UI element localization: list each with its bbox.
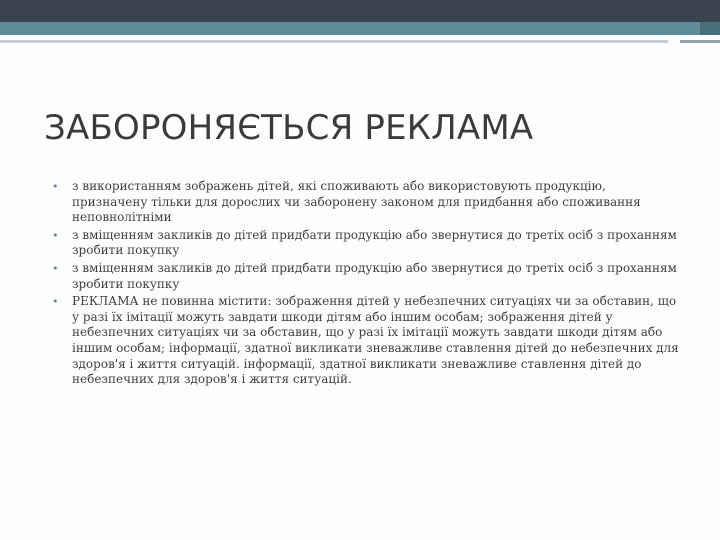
bullet-icon: • <box>52 228 59 242</box>
header-rule-dark <box>680 40 720 43</box>
bullet-icon: • <box>52 261 59 275</box>
list-item-text: з використанням зображень дітей, які споживають або використовують продукцію, призначену тільки для дорослих чи заборонену законом для придбання або споживання неповнолітніми <box>72 179 641 225</box>
header-dark-band <box>0 0 720 22</box>
header-rule-light <box>0 40 668 43</box>
bullet-icon: • <box>52 295 59 309</box>
header-teal-band-cap <box>700 22 720 35</box>
list-item <box>52 228 680 259</box>
bullet-icon: • <box>52 180 59 193</box>
slide-title: ЗАБОРОНЯЄТЬСЯ РЕКЛАМА <box>44 108 534 148</box>
list-item <box>52 179 680 226</box>
list-item <box>52 261 680 292</box>
list-item-text: з вміщенням закликів до дітей придбати продукцію або звернутися до третіх осіб з проханням зробити покупку <box>72 227 677 258</box>
bullet-list <box>52 179 680 390</box>
list-item-text: РЕКЛАМА не повинна містити: зображення дітей у небезпечних ситуаціях чи за обставин, що у разі їх імітації можуть завдати шкоди дітям або іншим особам; зображення дітей у небезпечних ситуаціях чи за обставин, що у разі їх імітації можуть завдати шкоди дітям або іншим особам; інформації, здатної викликати зневажливе ставлення дітей до небезпечних для здоров'я і життя ситуацій. інформації, здатної викликати зневажливе ставлення дітей до небезпечних для здоров'я і життя ситуацій. <box>72 294 679 387</box>
list-item-text: з вміщенням закликів до дітей придбати продукцію або звернутися до третіх осіб з проханням зробити покупку <box>72 260 677 291</box>
list-item <box>52 294 680 388</box>
header-teal-band <box>0 22 720 35</box>
